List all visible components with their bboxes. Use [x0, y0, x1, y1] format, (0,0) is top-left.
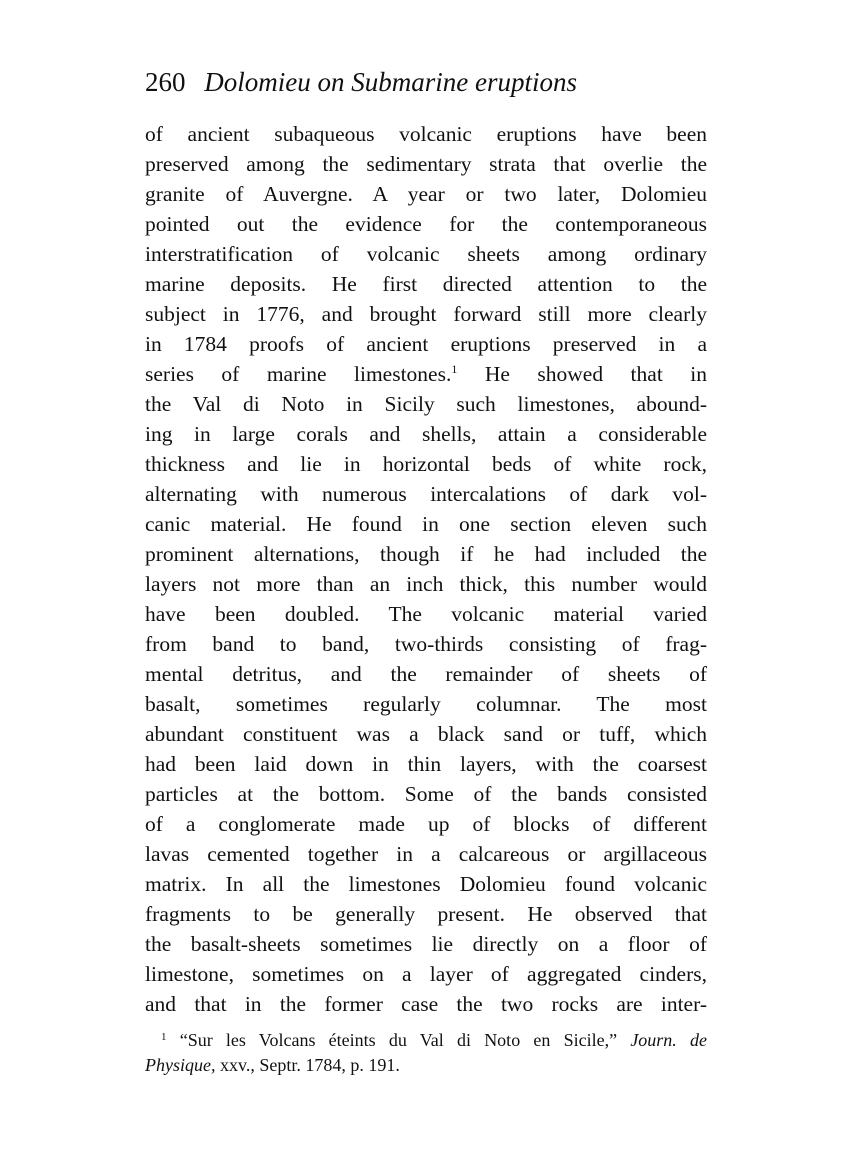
text-line: the basalt-sheets sometimes lie directly on a floor of — [145, 932, 707, 956]
text-line: granite of Auvergne. A year or two later, Dolomieu — [145, 182, 707, 206]
footnote-line — [145, 1028, 707, 1053]
text-line: from band to band, two-thirds consisting of frag- — [145, 632, 707, 656]
text-line: in 1784 proofs of ancient eruptions preserved in a — [145, 332, 707, 356]
page-number: 260 — [145, 67, 186, 97]
text-line: had been laid down in thin layers, with the coarsest — [145, 752, 707, 776]
text-line: matrix. In all the limestones Dolomieu found volcanic — [145, 872, 707, 896]
text-line: fragments to be generally present. He observed that — [145, 902, 707, 926]
text-line: have been doubled. The volcanic material varied — [145, 602, 707, 626]
text-line: pointed out the evidence for the contemporaneous — [145, 212, 707, 236]
text-line: canic material. He found in one section eleven such — [145, 512, 707, 536]
footnote — [145, 1028, 707, 1078]
footnote-marker: 1 — [161, 1031, 167, 1043]
text-line: layers not more than an inch thick, this number would — [145, 572, 707, 596]
running-title: Dolomieu on Submarine eruptions — [204, 67, 577, 97]
text-before-note: series of marine limestones. — [145, 362, 452, 386]
text-line: abundant constituent was a black sand or tuff, which — [145, 722, 707, 746]
text-line: of ancient subaqueous volcanic eruptions have been — [145, 122, 707, 146]
text-line: basalt, sometimes regularly columnar. The most — [145, 692, 707, 716]
text-line: particles at the bottom. Some of the bands consisted — [145, 782, 707, 806]
text-line: and that in the former case the two rocks are inter- — [145, 992, 707, 1016]
text-line: lavas cemented together in a calcareous or argillaceous — [145, 842, 707, 866]
text-line: of a conglomerate made up of blocks of different — [145, 812, 707, 836]
text-line: interstratification of volcanic sheets among ordinary — [145, 242, 707, 266]
running-header — [145, 66, 577, 98]
footnote-journal: Physique, — [145, 1055, 216, 1075]
footnote-journal: Journ. de — [630, 1030, 708, 1050]
body-text — [145, 119, 707, 1019]
text-line: limestone, sometimes on a layer of aggregated cinders, — [145, 962, 707, 986]
text-line: the Val di Noto in Sicily such limestones, abound- — [145, 392, 707, 416]
text-line: subject in 1776, and brought forward still more clearly — [145, 302, 707, 326]
text-line: prominent alternations, though if he had included the — [145, 542, 707, 566]
text-line-with-footnote — [145, 359, 707, 389]
text-after-note: He showed that in — [484, 362, 707, 386]
text-line: mental detritus, and the remainder of sheets of — [145, 662, 707, 686]
text-line: alternating with numerous intercalations of dark vol- — [145, 482, 707, 506]
footnote-citation: xxv., Septr. 1784, p. 191. — [219, 1055, 400, 1075]
footnote-reference: 1 — [451, 362, 458, 376]
text-line: marine deposits. He first directed attention to the — [145, 272, 707, 296]
footnote-line — [145, 1053, 707, 1078]
text-line: thickness and lie in horizontal beds of white rock, — [145, 452, 707, 476]
footnote-text: “Sur les Volcans éteints du Val di Noto en Sicile,” — [179, 1030, 618, 1050]
text-line: preserved among the sedimentary strata that overlie the — [145, 152, 707, 176]
text-line: ing in large corals and shells, attain a considerable — [145, 422, 707, 446]
